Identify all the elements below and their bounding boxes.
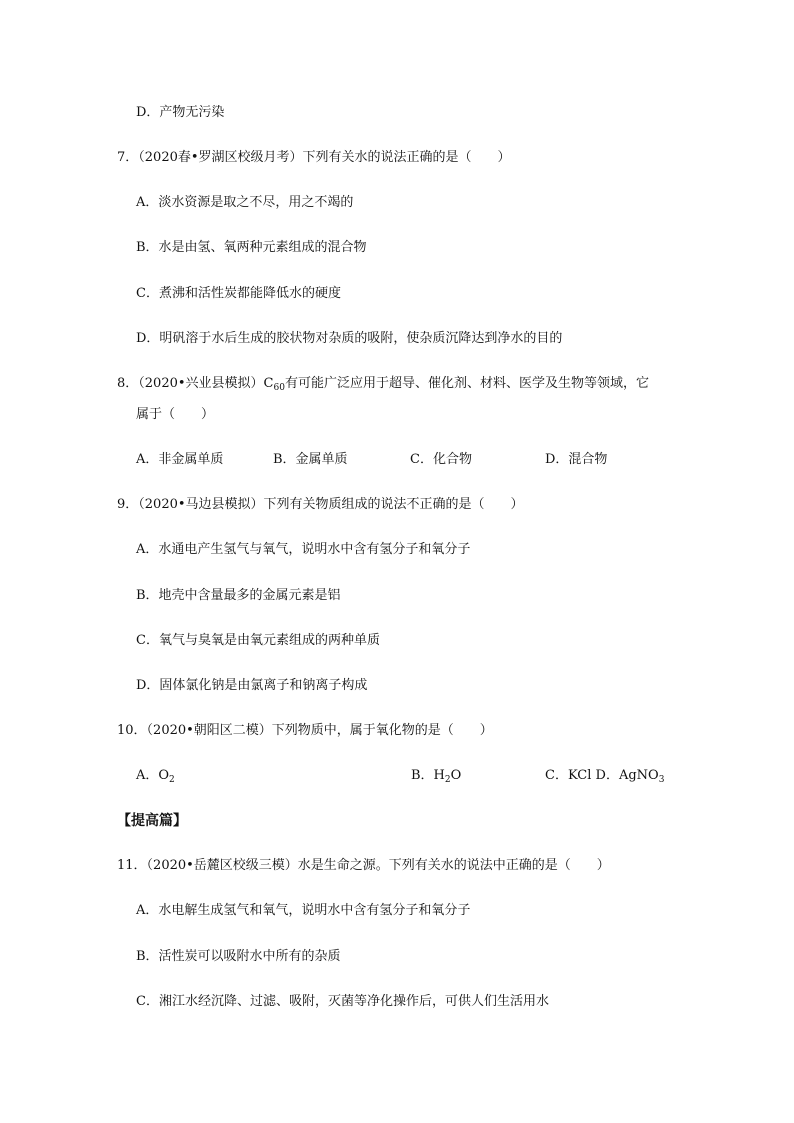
q10-option-a-subscript: 2: [169, 775, 175, 785]
q11-stem: 11．（2020•岳麓区校级三模）水是生命之源。下列有关水的说法中正确的是（ ）: [117, 858, 610, 873]
q8-option-d: D．混合物: [545, 452, 608, 467]
q9-stem: 9．（2020•马边县模拟）下列有关物质组成的说法不正确的是（ ）: [117, 497, 524, 512]
q9-option-b: B．地壳中含量最多的金属元素是铝: [136, 588, 341, 603]
q9-option-a: A．水通电产生氢气与氧气，说明水中含有氢分子和氧分子: [136, 542, 471, 557]
q10-option-b-text: B．H: [411, 768, 445, 783]
q8-option-a: A．非金属单质: [136, 452, 224, 467]
q8-option-b: B．金属单质: [273, 452, 348, 467]
q6-option-d: D．产物无污染: [136, 105, 225, 120]
q11-option-a: A．水电解生成氢气和氧气，说明水中含有氢分子和氧分子: [136, 903, 471, 918]
q8-option-c: C．化合物: [410, 452, 472, 467]
q10-option-b: [411, 768, 462, 785]
q10-option-cd-subscript: 3: [658, 775, 665, 785]
section-title: 【提高篇】: [117, 813, 187, 829]
q10-option-cd: [545, 768, 665, 785]
q7-option-b: B．水是由氢、氧两种元素组成的混合物: [136, 240, 367, 255]
q7-option-c: C．煮沸和活性炭都能降低水的硬度: [136, 286, 341, 301]
q9-option-d: D．固体氯化钠是由氯离子和钠离子构成: [136, 678, 368, 693]
q7-option-d: D．明矾溶于水后生成的胶状物对杂质的吸附，使杂质沉降达到净水的目的: [136, 331, 563, 346]
q7-option-a: A．淡水资源是取之不尽，用之不竭的: [136, 195, 354, 210]
q11-option-b: B．活性炭可以吸附水中所有的杂质: [136, 949, 341, 964]
q10-option-a-text: A．O: [136, 768, 170, 783]
q10-option-b-subscript: 2: [444, 775, 451, 785]
q8-stem-subscript: 60: [273, 383, 285, 393]
q8-stem-suffix: 有可能广泛应用于超导、催化剂、材料、医学及生物等领域，它: [284, 376, 649, 391]
q10-option-a: [136, 768, 175, 785]
q9-option-c: C．氧气与臭氧是由氧元素组成的两种单质: [136, 633, 380, 648]
q10-option-cd-text: C．KCl D．AgNO: [545, 768, 659, 783]
q8-stem: [117, 376, 649, 393]
q8-stem-prefix: 8．（2020•兴业县模拟）C: [117, 376, 274, 391]
q10-option-b-tail: O: [450, 768, 462, 783]
q7-stem: 7．（2020春•罗湖区校级月考）下列有关水的说法正确的是（ ）: [117, 150, 511, 165]
q8-stem-line2: 属于（ ）: [136, 407, 215, 422]
q11-option-c: C．湘江水经沉降、过滤、吸附，灭菌等净化操作后，可供人们生活用水: [136, 994, 549, 1009]
q10-stem: 10．（2020•朝阳区二模）下列物质中，属于氧化物的是（ ）: [117, 723, 493, 738]
